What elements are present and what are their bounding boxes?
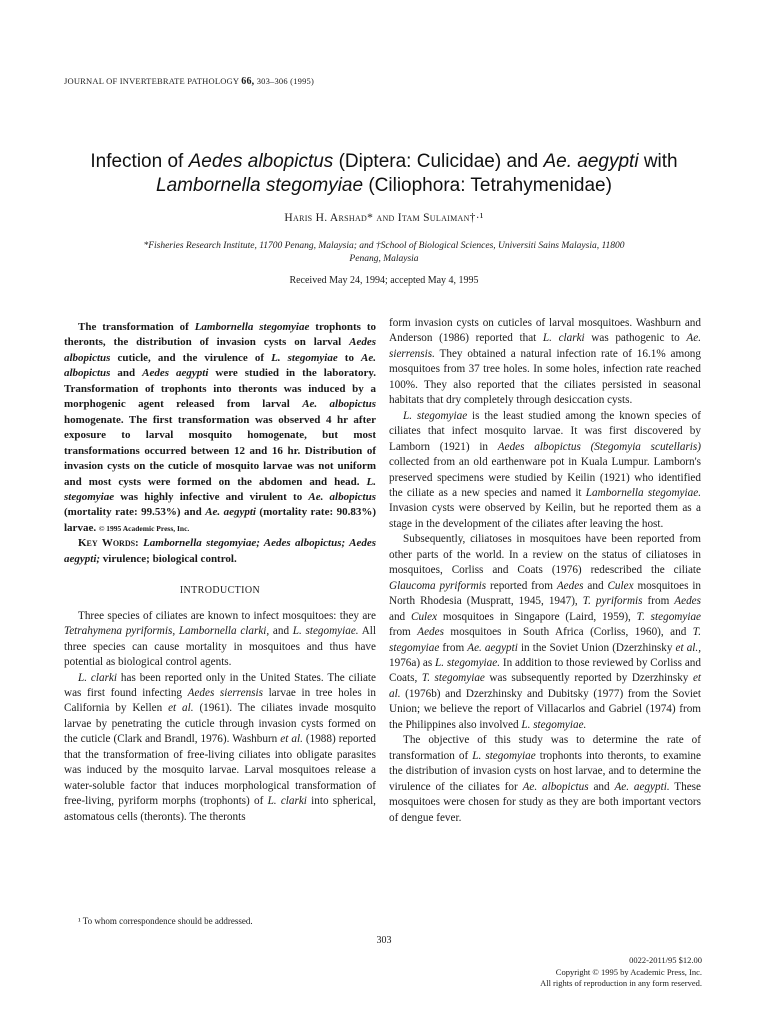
footnote: ¹ To whom correspondence should be addressed. bbox=[78, 916, 253, 926]
abstract-copyright: © 1995 Academic Press, Inc. bbox=[98, 523, 190, 533]
intro-paragraph: L. clarki has been reported only in the United States. The ciliate was first found infecting Aedes sierrensis larvae in tree holes in California by Kellen et al. (1961). The ciliates invade mosquito larvae by penetrating the cuticle through invasion cysts formed on the cuticle (Clark and Brandl, 1976). Washburn et al. (1988) reported that the transformation of free-living ciliates into obligate parasites was induced by the mosquito larvae. Larval mosquitoes release a water-soluble factor that induces morphological transformation of free-living, pyriform morphs (trophonts) of L. clarki into spherical, astomatous cells (theronts). The theronts bbox=[64, 671, 377, 823]
body-paragraph: The objective of this study was to determine the rate of transformation of L. stegomyiae trophonts into theronts, to examine the distribution of invasion cysts on host larvae, and to determine the virulence of the ciliates for Ae. albopictus and Ae. aegypti. These mosquitoes were chosen for study as they are both important vectors of dengue fever. bbox=[389, 734, 701, 824]
author-list: Haris H. Arshad* and Itam Sulaiman†·¹ bbox=[284, 212, 484, 224]
journal-volume: 66, bbox=[241, 76, 255, 87]
running-head bbox=[64, 76, 314, 87]
section-heading-introduction: INTRODUCTION bbox=[179, 585, 261, 597]
page-number: 303 bbox=[376, 935, 392, 946]
received-date: Received May 24, 1994; accepted May 4, 1995 bbox=[289, 275, 479, 286]
left-column bbox=[64, 320, 376, 825]
body-paragraph: L. stegomyiae is the least studied among the known species of ciliates that infect mosquito larvae. It was first discovered by Lamborn (1921) in Aedes albopictus (Stegomyia scutellaris) collected from an old earthenware pot in Kuala Lumpur. Lamborn's preserved specimens were studied by Keilin (1921) who identified the ciliate as a new species and named it Lambornella stegomyiae. Invasion cysts were observed by Keilin, but he reported them as a stage in the development of the ciliates after leaving the host. bbox=[389, 409, 701, 530]
intro-paragraph: Three species of ciliates are known to infect mosquitoes: they are Tetrahymena pyriformis, Lambornella clarki, and L. stegomyiae. All three species can cause mortality in mosquitoes and thus have potential as biological control agents. bbox=[64, 609, 376, 669]
keywords: Key Words: Lambornella stegomyiae; Aedes albopictus; Aedes aegypti; virulence; biological control. bbox=[64, 537, 376, 565]
journal-pages: 303–306 (1995) bbox=[256, 76, 315, 86]
journal-name: JOURNAL OF INVERTEBRATE PATHOLOGY bbox=[64, 76, 239, 86]
body-paragraph: form invasion cysts on cuticles of larval mosquitoes. Washburn and Anderson (1986) reported that L. clarki was pathogenic to Ae. sierrensis. They obtained a natural infection rate of 16.1% among mosquitoes from 37 tree holes. In some holes, infection rate reached 100%. They also reported that the ciliates persisted in seasonal habitats that dry completely through desiccation cysts. bbox=[389, 317, 701, 407]
paper-title: Infection of Aedes albopictus (Diptera: Culicidae) and Ae. aegypti with Lambornella stegomyiae (Ciliophora: Tetrahymenidae) bbox=[90, 151, 678, 196]
right-column bbox=[389, 316, 701, 826]
abstract: The transformation of Lambornella stegomyiae trophonts to theronts, the distribution of invasion cysts on larval Aedes albopictus cuticle, and the virulence of L. stegomyiae to Ae. albopictus and Aedes aegypti were studied in the laboratory. Transformation of trophonts into theronts was induced by a morphogenic agent released from larval Ae. albopictus homogenate. The first transformation was observed 4 hr after exposure to larval mosquito homogenate, but most transformations occurred between 12 and 16 hr. Distribution of invasion cysts on the cuticle of mosquito larvae was not uniform and most cysts were formed on the abdomen and head. L. stegomyiae was highly infective and virulent to Ae. albopictus (mortality rate: 99.53%) and Ae. aegypti (mortality rate: 90.83%) larvae. © 1995 Academic Press, Inc. bbox=[64, 321, 377, 534]
body-paragraph: Subsequently, ciliatoses in mosquitoes have been reported from other parts of the world. In a review on the status of ciliatoses in mosquitoes, Corliss and Coats (1976) redescribed the ciliate Glaucoma pyriformis reported from Aedes and Culex mosquitoes in North Rhodesia (Muspratt, 1945, 1947), T. pyriformis from Aedes and Culex mosquitoes in Singapore (Laird, 1959), T. stegomyiae from Aedes mosquitoes in South Africa (Corliss, 1960), and T. stegomyiae from Ae. aegypti in the Soviet Union (Dzerzhinsky et al., 1976a) as L. stegomyiae. In addition to those reviewed by Corliss and Coats, T. stegomyiae was subsequently reported by Dzerzhinsky et al. (1976b) and Dzerzhinsky and Dubitsky (1977) from the Soviet Union; we believe the report of Villacarlos and Gabriel (1974) from the Philippines also involved L. stegomyiae. bbox=[389, 533, 702, 731]
copyright-block: 0022-2011/95 $12.00 Copyright © 1995 by Academic Press, Inc. All rights of reproduction in any form reserved. bbox=[540, 955, 702, 988]
affiliations: *Fisheries Research Institute, 11700 Penang, Malaysia; and †School of Biological Sciences, Universiti Sains Malaysia, 11800 Penang, Malaysia bbox=[143, 241, 625, 264]
